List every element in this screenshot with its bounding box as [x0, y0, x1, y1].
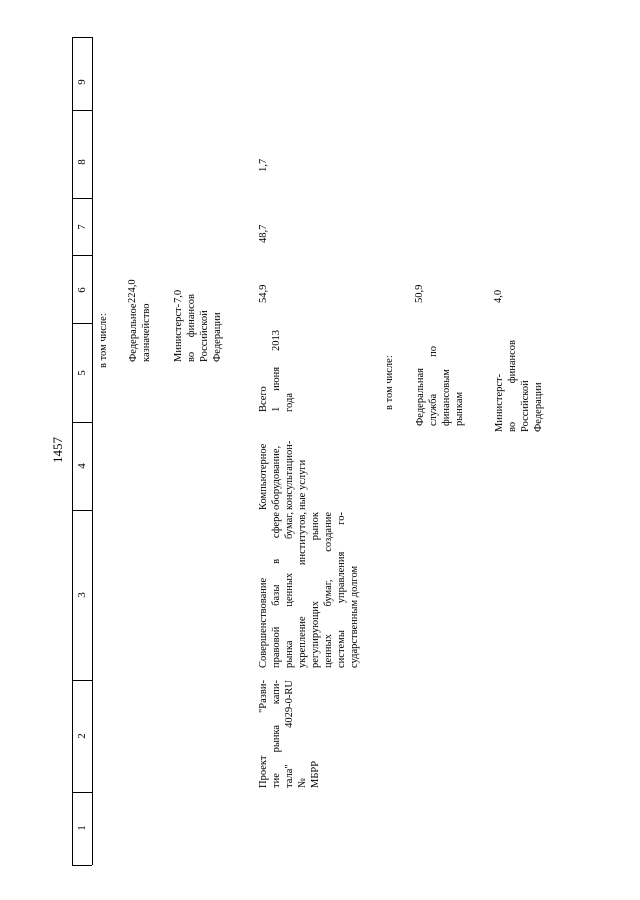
cell-line: финансовым [441, 369, 452, 426]
column-number-6: 6 [76, 287, 88, 293]
cell-line: Федерации [533, 382, 544, 432]
cell-line: Федеральное [128, 303, 139, 362]
header-row-border [92, 37, 93, 865]
cell-line: ные услуги [297, 459, 308, 510]
cell-line: рынка ценных бумаг, [284, 512, 295, 668]
value-col7-entry-3 [257, 225, 270, 243]
cell-line: Федеральная [415, 368, 426, 426]
cell-line: во финансов [507, 340, 518, 432]
column-number-9: 9 [76, 79, 88, 85]
entry-label-0 [97, 313, 110, 368]
column-number-3: 3 [76, 592, 88, 598]
cell-value: 1,7 [258, 158, 269, 172]
value-col6-entry-1 [126, 279, 139, 303]
cell-value: 54,9 [258, 284, 269, 303]
column-number-2: 2 [76, 733, 88, 739]
col-sep-4-3 [72, 510, 92, 511]
column-number-5: 5 [76, 370, 88, 376]
cell-line: во финансов [186, 294, 197, 362]
cell-value: 48,7 [258, 224, 269, 243]
value-col6-entry-6 [492, 290, 505, 303]
cell-line: консультацион- [284, 440, 295, 510]
table-border-bottom [72, 865, 92, 866]
cell-line: Министерст- [173, 303, 184, 362]
procurement-cell [257, 422, 309, 510]
cell-line: в том числе: [384, 355, 395, 410]
entry-label-4 [383, 355, 396, 410]
col-sep-7-6 [72, 255, 92, 256]
cell-line: регулирующих рынок [310, 512, 321, 668]
project-purpose-cell [257, 512, 361, 668]
cell-line: укрепление институтов, [297, 512, 308, 668]
column-number-4: 4 [76, 463, 88, 469]
cell-line: правовой базы в сфере [271, 512, 282, 668]
entry-label-3 [257, 330, 296, 412]
col-sep-8-7 [72, 198, 92, 199]
cell-line: рынкам [454, 391, 465, 426]
cell-line: ценных бумаг, создание [323, 512, 334, 668]
cell-line: Проект "Разви- [258, 680, 269, 788]
cell-line: Компьютерное [258, 443, 269, 510]
cell-line: Министерст- [494, 373, 505, 432]
column-number-1: 1 [76, 825, 88, 831]
cell-line: казначейство [141, 303, 152, 362]
project-name-cell [257, 680, 322, 788]
cell-line: 1 июня 2013 [271, 330, 282, 412]
cell-line: Федерации [212, 312, 223, 362]
value-col6-entry-5 [413, 285, 426, 303]
entry-label-6 [493, 340, 545, 432]
cell-line: № [297, 777, 308, 788]
col-sep-6-5 [72, 323, 92, 324]
value-col6-entry-3 [257, 285, 270, 303]
column-number-7: 7 [76, 224, 88, 230]
cell-line: Всего [258, 386, 269, 412]
cell-line: Российской [520, 380, 531, 432]
cell-line: тала" 4029-0-RU [284, 680, 295, 788]
cell-line: оборудование, [271, 445, 282, 510]
cell-line: системы управления го- [336, 512, 347, 668]
cell-value: 7,0 [173, 289, 184, 303]
cell-value: 224,0 [127, 279, 138, 303]
column-number-8: 8 [76, 159, 88, 165]
entry-label-5 [414, 346, 466, 426]
cell-line: тие рынка капи- [271, 680, 282, 788]
cell-line: служба по [428, 346, 439, 426]
value-col6-entry-2 [172, 290, 185, 303]
cell-value: 4,0 [493, 289, 504, 303]
cell-line: в том числе: [98, 313, 109, 368]
value-col8-entry-3 [257, 159, 270, 172]
cell-line: Российской [199, 310, 210, 362]
page-number: 1457 [50, 437, 65, 463]
col-sep-2-1 [72, 792, 92, 793]
col-sep-5-4 [72, 422, 92, 423]
cell-line: Совершенствование [258, 577, 269, 668]
col-sep-3-2 [72, 680, 92, 681]
entry-label-2 [172, 294, 224, 362]
cell-line: МБРР [310, 760, 321, 788]
cell-value: 50,9 [414, 284, 425, 303]
cell-line: года [284, 393, 295, 412]
table-border-top [72, 37, 92, 38]
col-sep-9-8 [72, 110, 92, 111]
cell-line: сударственным долгом [349, 565, 360, 668]
